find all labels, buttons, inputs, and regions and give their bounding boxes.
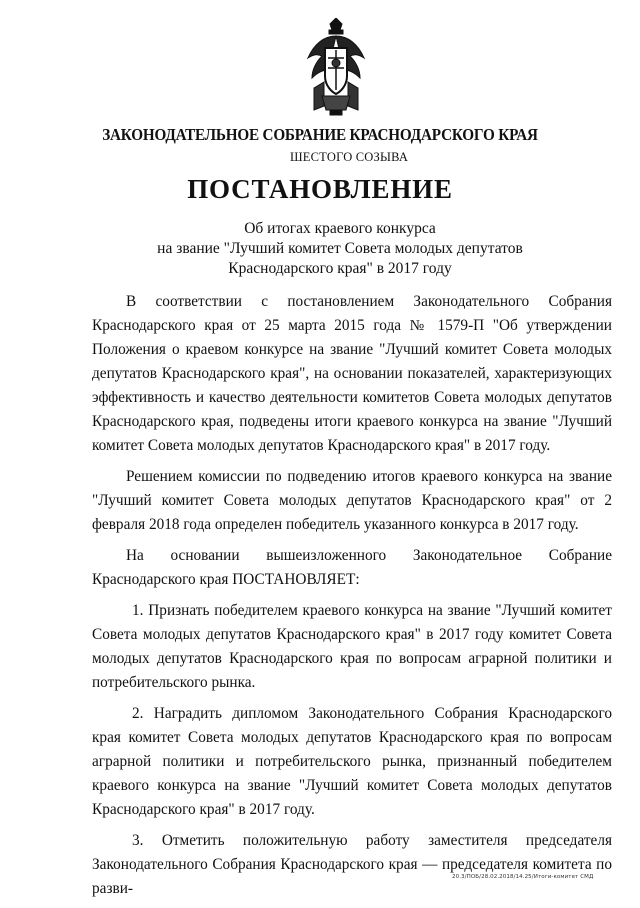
paragraph: Решением комиссии по подведению итогов краевого конкурса на звание "Лучший комитет Совета молодых депутатов Краснодарского края" от 2 февраля 2018 года определен победитель указанного конкурса в 2017 году.	[92, 468, 612, 533]
coat-of-arms-icon	[300, 18, 372, 118]
subject-line: Краснодарского края" в 2017 году	[228, 260, 452, 277]
numbered-paragraph: 1. Признать победителем краевого конкурса на звание "Лучший комитет Совета молодых депутатов Краснодарского края" в 2017 году комитет Совета молодых депутатов Краснодарского края по вопросам аграрной политики и потребительского рынка.	[92, 602, 612, 691]
document-subject	[0, 219, 640, 279]
document-body	[92, 290, 612, 908]
organization-name: ЗАКОНОДАТЕЛЬНОЕ СОБРАНИЕ КРАСНОДАРСКОГО КРАЯ	[102, 125, 538, 144]
subject-line: Об итогах краевого конкурса	[244, 220, 436, 237]
paragraph: В соответствии с постановлением Законодательного Собрания Краснодарского края от 25 марта 2015 года № 1579-П "Об утверждении Положения о краевом конкурсе на звание "Лучший комитет Совета молодых депутатов Краснодарского края", на основании показателей, характеризующих эффективность и качество деятельности комитетов Совета молодых депутатов Краснодарского края, подведены итоги краевого конкурса на звание "Лучший комитет Совета молодых депутатов Краснодарского края" в 2017 году.	[92, 293, 612, 454]
file-reference: 20.3/ПОБ/28.02.2018/14.25/Итоги-комитет СМД	[452, 874, 594, 880]
document-type-title: ПОСТАНОВЛЕНИЕ	[187, 174, 453, 204]
numbered-paragraph: 3. Отметить положительную работу заместителя председателя Законодательного Собрания Краснодарского края — председателя комитета по разви-	[92, 832, 612, 897]
convocation-label: ШЕСТОГО СОЗЫВА	[290, 150, 409, 164]
paragraph: На основании вышеизложенного Законодательное Собрание Краснодарского края ПОСТАНОВЛЯЕТ:	[92, 547, 612, 588]
numbered-paragraph: 2. Наградить дипломом Законодательного Собрания Краснодарского края комитет Совета молодых депутатов Краснодарского края по вопросам аграрной политики и потребительского рынка, признанный победителем краевого конкурса на звание "Лучший комитет Совета молодых депутатов Краснодарского края" в 2017 году.	[92, 705, 612, 818]
subject-line: на звание "Лучший комитет Совета молодых депутатов	[157, 240, 523, 257]
